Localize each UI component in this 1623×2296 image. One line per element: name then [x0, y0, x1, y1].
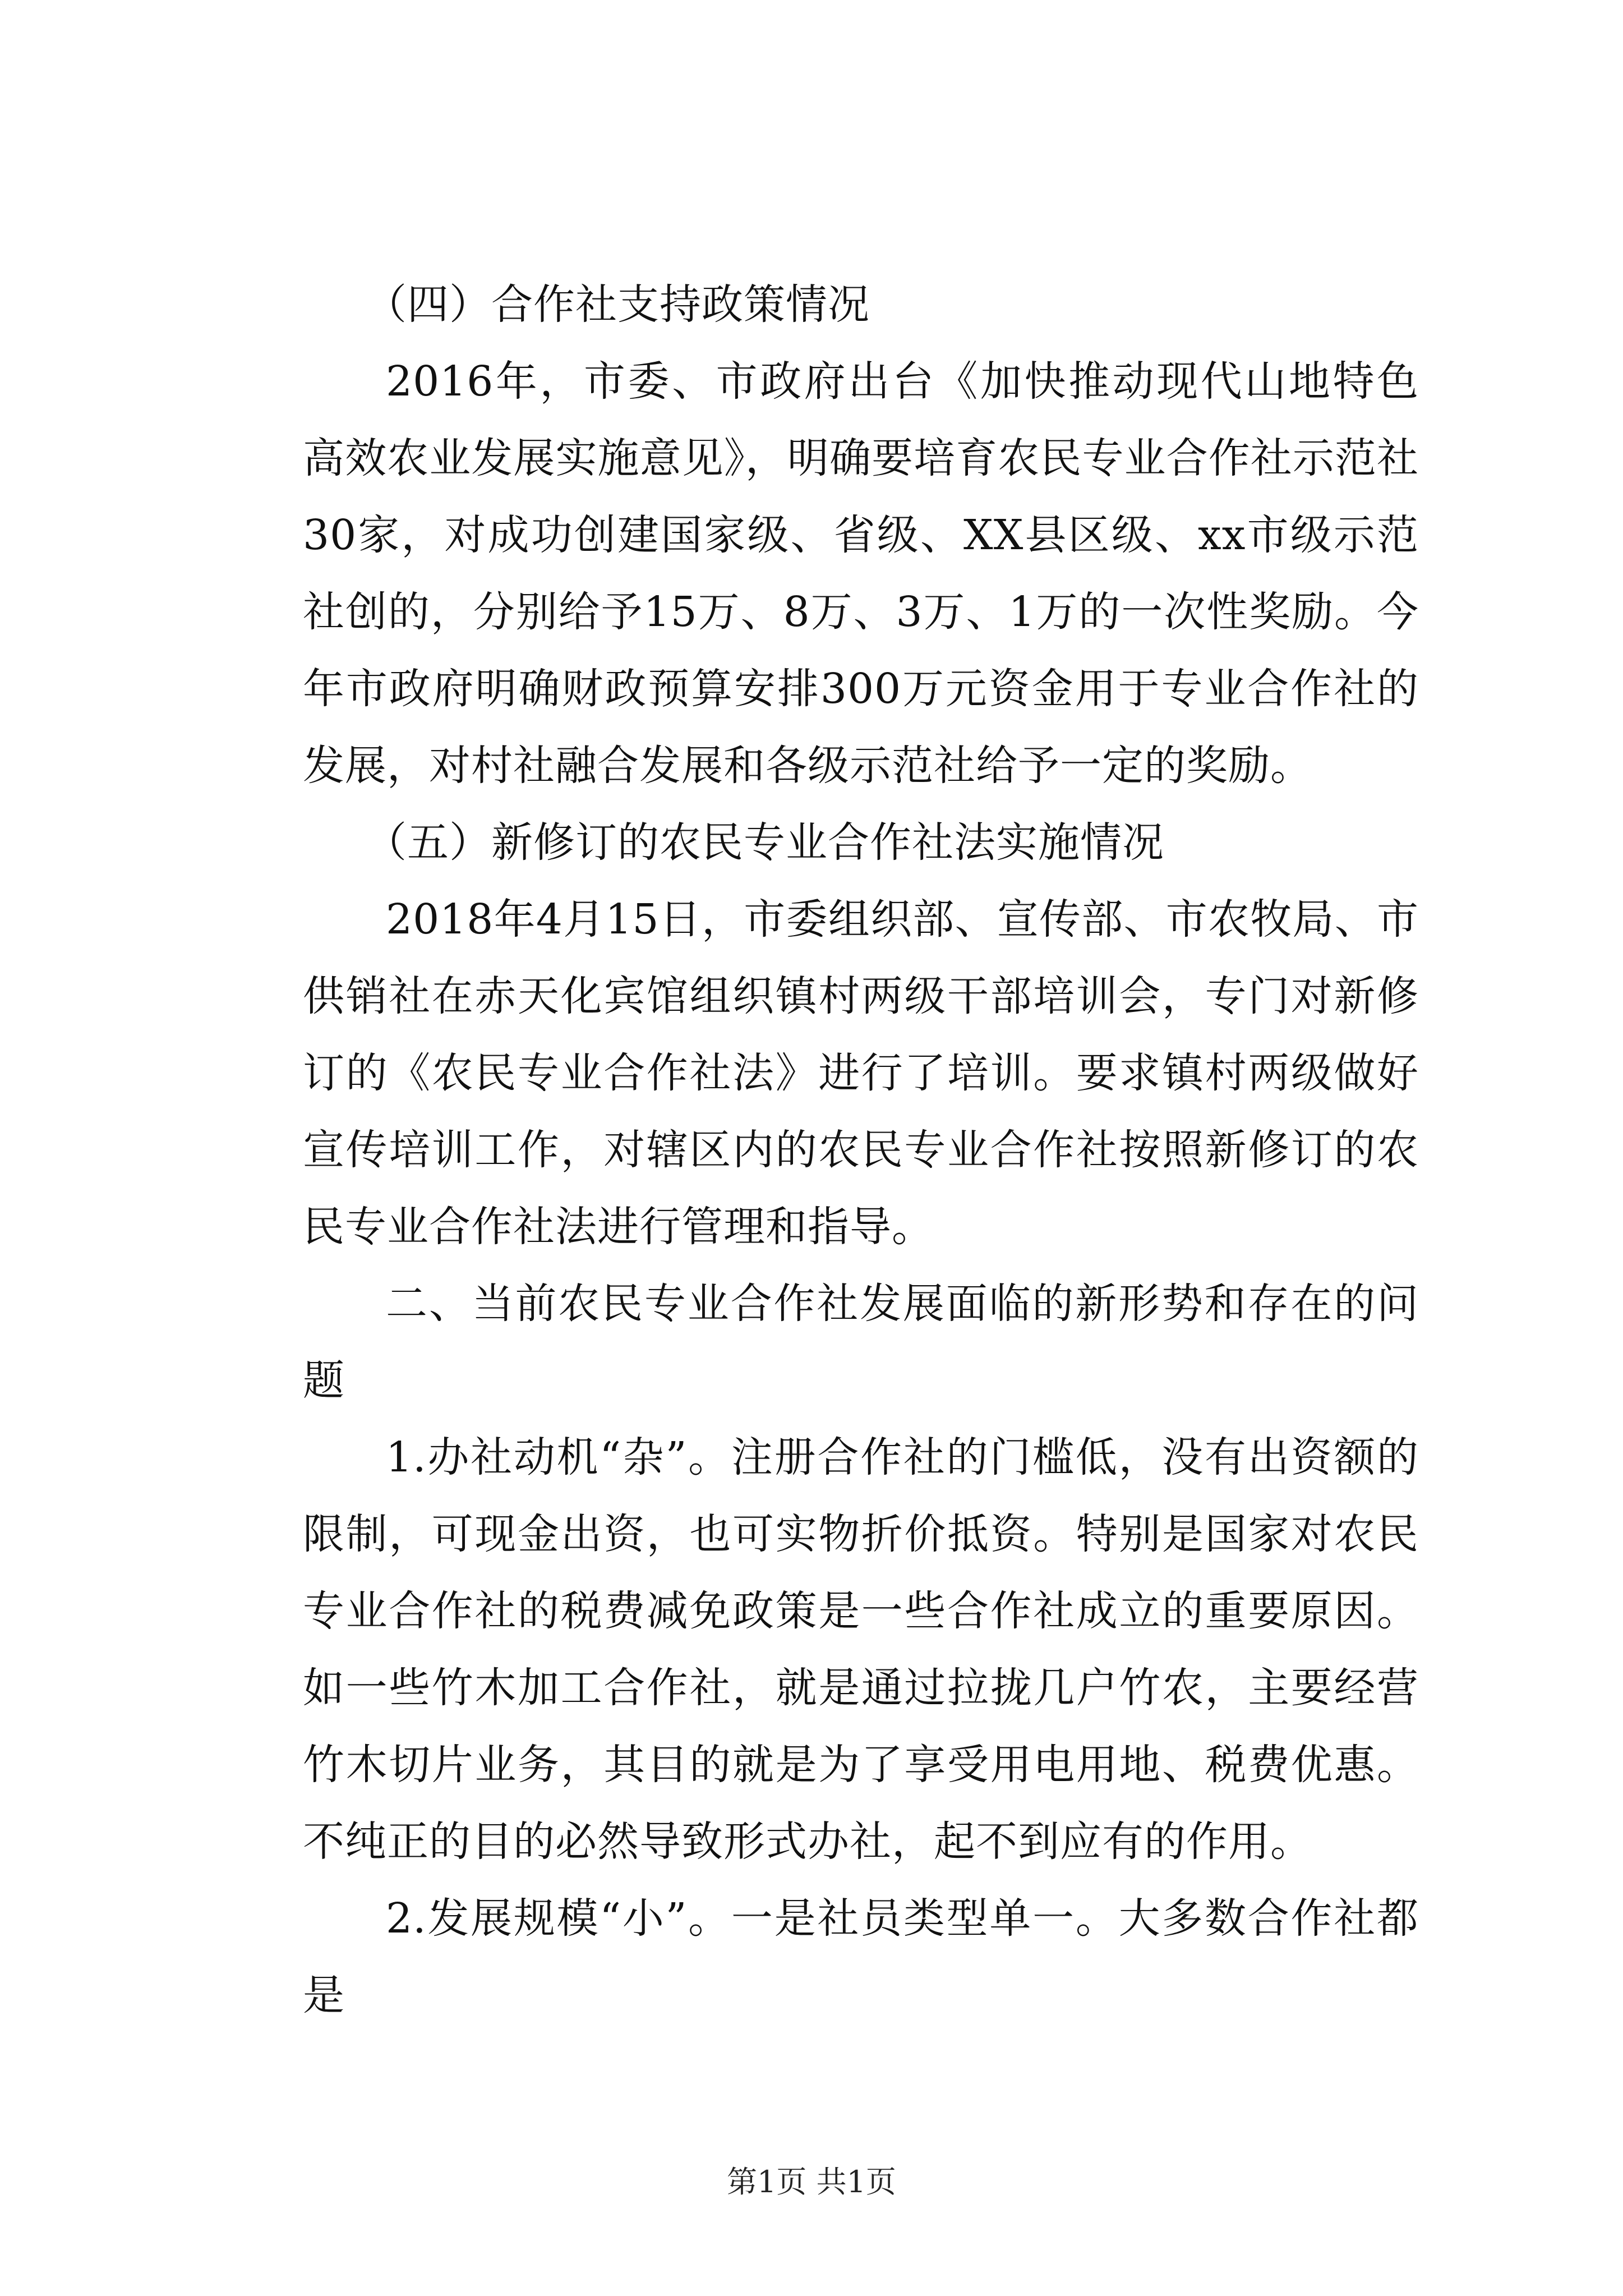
chapter-heading-2: 二、当前农民专业合作社发展面临的新形势和存在的问题: [303, 1280, 1419, 1405]
paragraph-law-implementation: 2018年4月15日，市委组织部、宣传部、市农牧局、市供销社在赤天化宾馆组织镇村两级干部培训会，专门对新修订的《农民专业合作社法》进行了培训。要求镇村两级做好宣传培训工作，对辖区内的农民专业合作社按照新修订的农民专业合作社法进行管理和指导。: [303, 895, 1419, 1251]
paragraph-motivation: 1.办社动机“杂”。注册合作社的门槛低，没有出资额的限制，可现金出资，也可实物折价抵资。特别是国家对农民专业合作社的税费减免政策是一些合作社成立的重要原因。如一些竹木加工合作社，就是通过拉拢几户竹农，主要经营竹木切片业务，其目的就是为了享受用电用地、税费优惠。不纯正的目的必然导致形式办社，起不到应有的作用。: [303, 1433, 1419, 1866]
paragraph-scale: 2.发展规模“小”。一是社员类型单一。大多数合作社都是: [303, 1894, 1419, 2019]
document-body: [303, 266, 1419, 2034]
section-heading-5: （五）新修订的农民专业合作社法实施情况: [365, 818, 1164, 867]
section-heading-4: （四）合作社支持政策情况: [365, 280, 870, 329]
page-footer: 第1页 共1页: [727, 2164, 896, 2200]
paragraph-support-policy: 2016年，市委、市政府出台《加快推动现代山地特色高效农业发展实施意见》，明确要培育农民专业合作社示范社30家，对成功创建国家级、省级、XX县区级、xx市级示范社创的，分别给予15万、8万、3万、1万的一次性奖励。今年市政府明确财政预算安排300万元资金用于专业合作社的发展，对村社融合发展和各级示范社给予一定的奖励。: [303, 357, 1419, 790]
